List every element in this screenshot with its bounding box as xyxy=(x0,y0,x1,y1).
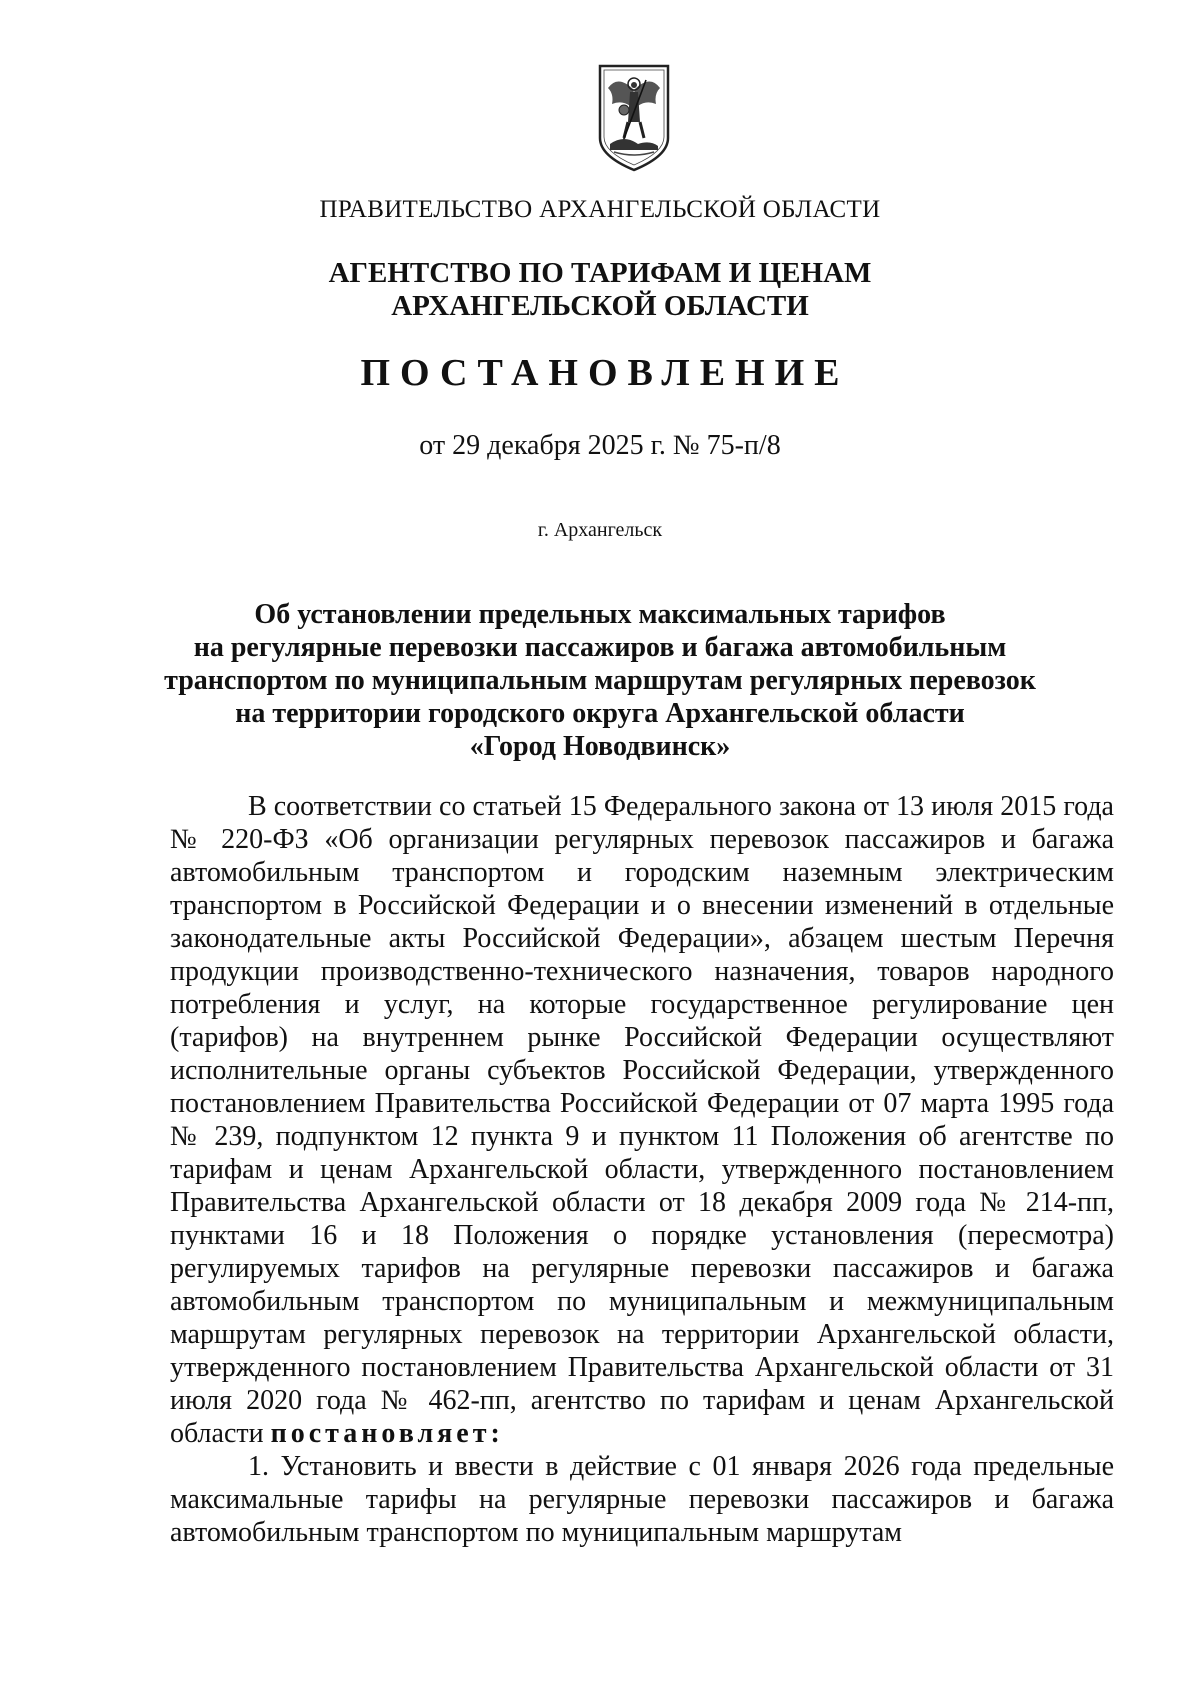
date-and-number: от 29 декабря 2025 г. № 75-п/8 xyxy=(419,430,781,461)
subject-line-1: Об установлении предельных максимальных тарифов xyxy=(254,599,946,630)
resolves-word: постановляет: xyxy=(270,1418,504,1449)
arkhangelsk-coat-of-arms-icon xyxy=(594,60,674,176)
subject-line-2: на регулярные перевозки пассажиров и багажа автомобильным xyxy=(193,632,1007,663)
subject-line-5: «Город Новодвинск» xyxy=(469,731,731,762)
city-name: г. Архангельск xyxy=(537,519,663,541)
subject-line-3: транспортом по муниципальным маршрутам регулярных перевозок xyxy=(164,665,1036,696)
government-name: ПРАВИТЕЛЬСТВО АРХАНГЕЛЬСКОЙ ОБЛАСТИ xyxy=(319,196,881,223)
subject-line-4: на территории городского округа Архангельской области xyxy=(235,698,965,729)
document-subject xyxy=(150,598,1050,763)
agency-name-line-1: АГЕНТСТВО ПО ТАРИФАМ И ЦЕНАМ xyxy=(328,257,872,289)
document-body xyxy=(170,790,1114,1549)
preamble-paragraph xyxy=(170,790,1114,1450)
clause-1-paragraph: 1. Установить и ввести в действие с 01 января 2026 года предельные максимальные тарифы на регулярные перевозки пассажиров и багажа автомобильным транспортом по муниципальным маршрутам xyxy=(170,1451,1114,1548)
preamble-text: В соответствии со статьей 15 Федерального закона от 13 июля 2015 года № 220-ФЗ «Об организации регулярных перевозок пассажиров и багажа автомобильным транспортом и городским наземным электрическим транспортом в Российской Федерации и о внесении изменений в отдельные законодательные акты Российской Федерации», абзацем шестым Перечня продукции производственно-технического назначения, товаров народного потребления и услуг, на которые государственное регулирование цен (тарифов) на внутреннем рынке Российской Федерации осуществляют исполнительные органы субъектов Российской Федерации, утвержденного постановлением Правительства Российской Федерации от 07 марта 1995 года № 239, подпунктом 12 пункта 9 и пунктом 11 Положения об агентстве по тарифам и ценам Архангельской области, утвержденного постановлением Правительства Архангельской области от 18 декабря 2009 года № 214-пп, пунктами 16 и 18 Положения о порядке установления (пересмотра) регулируемых тарифов на регулярные перевозки пассажиров и багажа автомобильным транспортом по муниципальным и межмуниципальным маршрутам регулярных перевозок на территории Архангельской области, утвержденного постановлением Правительства Архангельской области от 31 июля 2020 года № 462-пп, агентство по тарифам и ценам Архангельской области xyxy=(170,791,1114,1449)
agency-name xyxy=(0,257,1200,323)
agency-name-line-2: АРХАНГЕЛЬСКОЙ ОБЛАСТИ xyxy=(391,290,809,322)
document-type-title: ПОСТАНОВЛЕНИЕ xyxy=(360,352,850,394)
